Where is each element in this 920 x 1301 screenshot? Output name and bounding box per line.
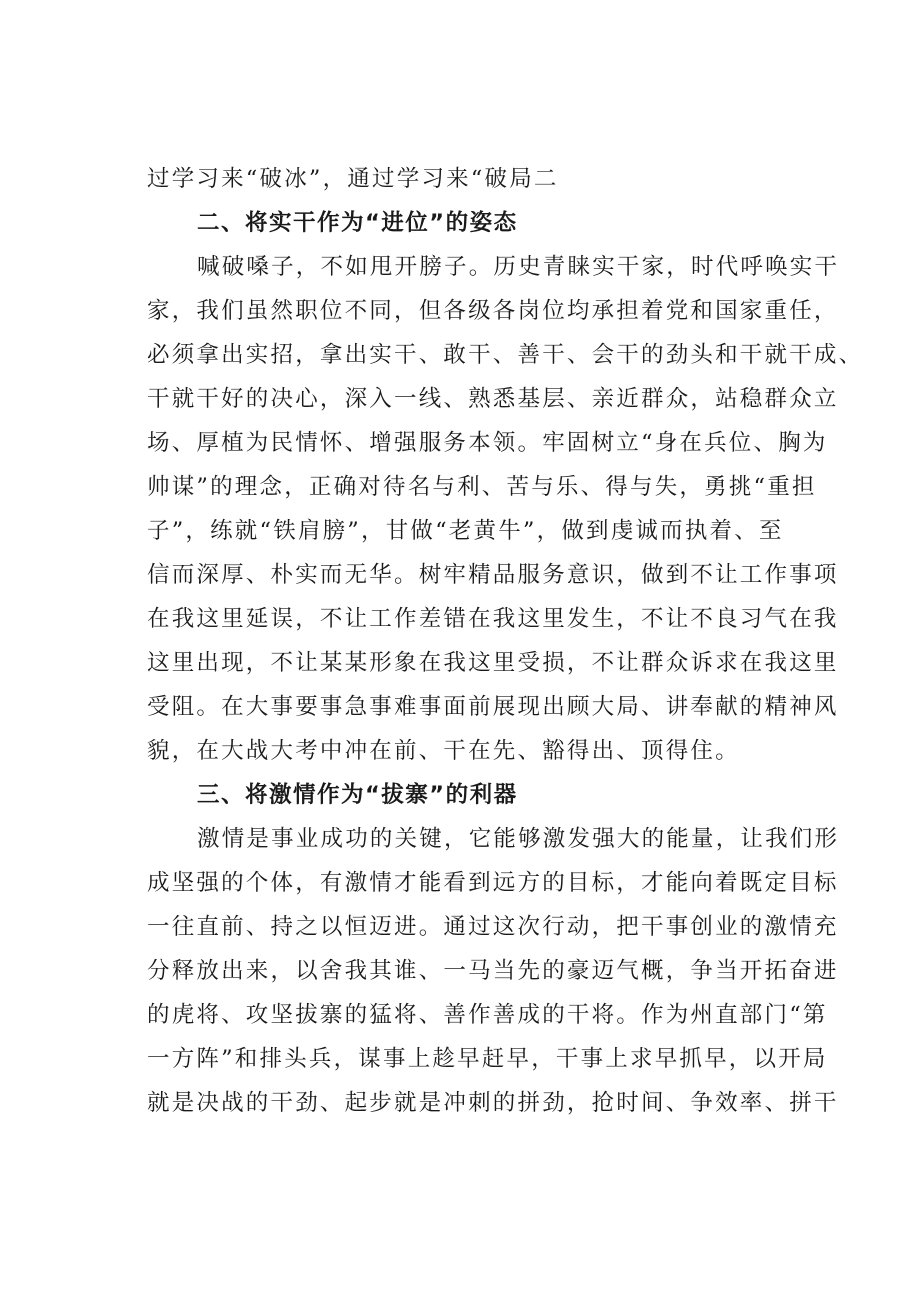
section-heading-2: 二、将实干作为“进位”的姿态 <box>197 210 518 236</box>
paragraph-line: 的虎将、攻坚拔寨的猛将、善作善成的干将。作为州直部门“第 <box>147 1002 828 1028</box>
paragraph-line: 貌，在大战大考中冲在前、干在先、豁得出、顶得住。 <box>147 738 740 764</box>
paragraph-line: 分释放出来，以舍我其谁、一马当先的豪迈气概，争当开拓奋进 <box>147 958 839 984</box>
paragraph-line: 喊破嗓子，不如甩开膀子。历史青睐实干家，时代呼唤实干 <box>197 254 840 280</box>
paragraph-line: 干就干好的决心，深入一线、熟悉基层、亲近群众，站稳群众立 <box>147 386 839 412</box>
paragraph-line: 成坚强的个体，有激情才能看到远方的目标，才能向着既定目标 <box>147 870 839 896</box>
paragraph-line: 场、厚植为民情怀、增强服务本领。牢固树立“身在兵位、胸为 <box>147 430 828 456</box>
paragraph-line: 就是决战的干劲、起步就是冲刺的拼劲，抢时间、争效率、拼干 <box>147 1090 839 1116</box>
paragraph-line: 信而深厚、朴实而无华。树牢精品服务意识，做到不让工作事项 <box>147 562 839 588</box>
paragraph-line: 帅谋”的理念，正确对待名与利、苦与乐、得与失，勇挑“重担 <box>147 474 817 500</box>
section-heading-3: 三、将激情作为“拔寨”的利器 <box>197 782 518 808</box>
paragraph-line: 在我这里延误，不让工作差错在我这里发生，不让不良习气在我 <box>147 606 839 632</box>
paragraph-line: 家，我们虽然职位不同，但各级各岗位均承担着党和国家重任， <box>147 298 839 324</box>
paragraph-line: 过学习来“破冰”，通过学习来“破局二 <box>147 166 559 192</box>
paragraph-line: 这里出现，不让某某形象在我这里受损，不让群众诉求在我这里 <box>147 650 839 676</box>
paragraph-line: 子”，练就“铁肩膀”，甘做“老黄牛”，做到虔诚而执着、至 <box>147 518 784 544</box>
paragraph-line: 一往直前、持之以恒迈进。通过这次行动，把干事创业的激情充 <box>147 914 839 940</box>
paragraph-line: 激情是事业成功的关键，它能够激发强大的能量，让我们形 <box>197 826 840 852</box>
paragraph-line: 一方阵”和排头兵，谋事上趁早赶早，干事上求早抓早，以开局 <box>147 1046 828 1072</box>
paragraph-line: 受阻。在大事要事急事难事面前展现出顾大局、讲奉献的精神风 <box>147 694 839 720</box>
paragraph-line: 必须拿出实招，拿出实干、敢干、善干、会干的劲头和干就干成、 <box>147 342 864 368</box>
